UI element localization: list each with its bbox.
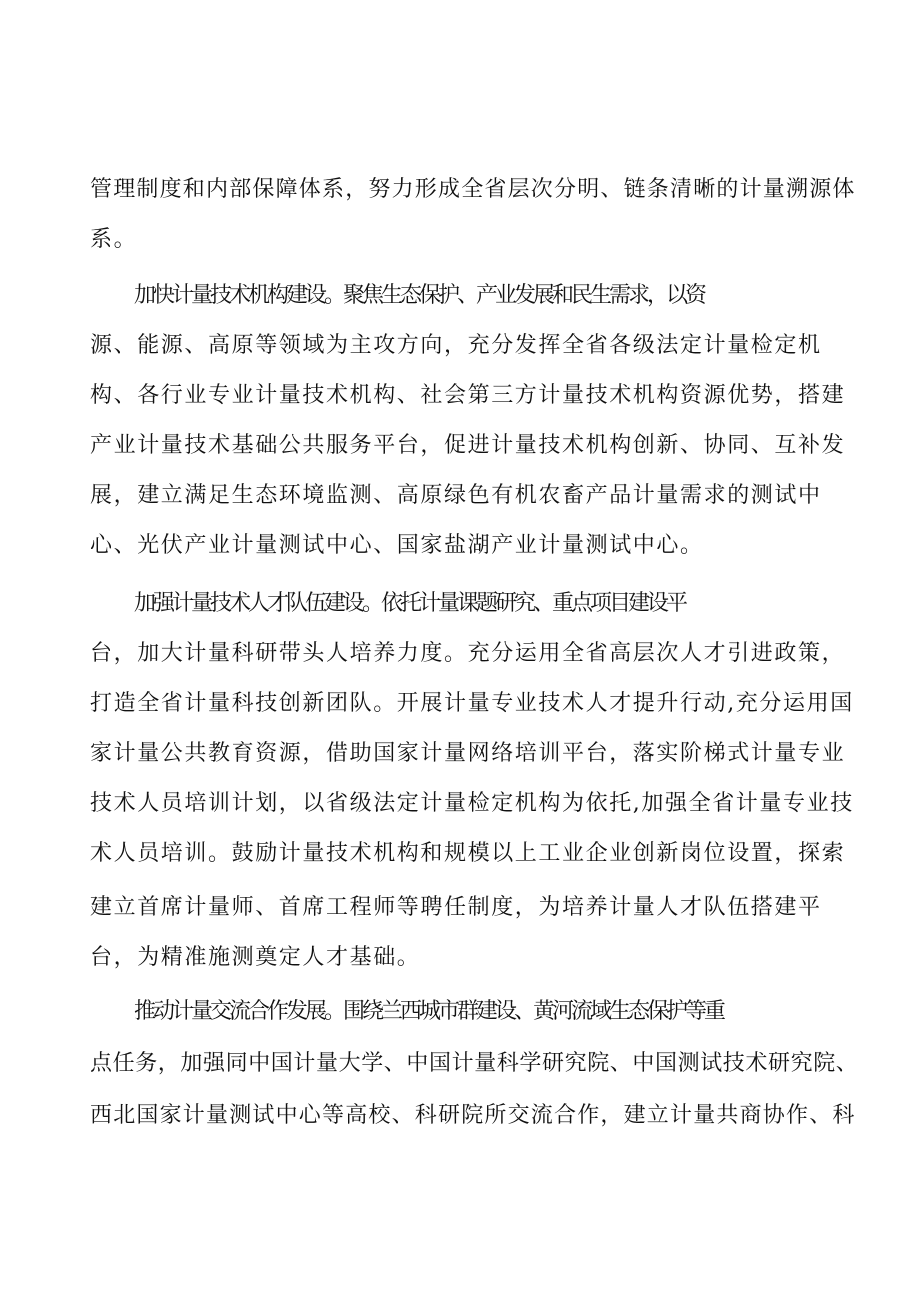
paragraph-2-line-6: 心、光伏产业计量测试中心、国家盐湖产业计量测试中心。 <box>90 533 704 558</box>
paragraph-3-line-4: 家计量公共教育资源，借助国家计量网络培训平台，落实阶梯式计量专业 <box>90 741 846 766</box>
paragraph-1-line-1: 管理制度和内部保障体系，努力形成全省层次分明、链条清晰的计量溯源体 <box>90 177 856 202</box>
paragraph-2-line-2: 源、能源、高原等领域为主攻方向，充分发挥全省各级法定计量检定机 <box>90 333 822 358</box>
paragraph-4-line-1: 推动计量交流合作发展。围绕兰西城市群建设、黄河流域生态保护等重 <box>134 999 724 1024</box>
paragraph-4-line-3: 西北国家计量测试中心等高校、科研院所交流合作，建立计量共商协作、科 <box>90 1103 856 1128</box>
paragraph-2-line-4: 产业计量技术基础公共服务平台，促进计量技术机构创新、协同、互补发 <box>90 433 846 458</box>
paragraph-3-line-7: 建立首席计量师、首席工程师等聘任制度，为培养计量人才队伍搭建平 <box>90 895 822 920</box>
paragraph-4-line-2: 点任务，加强同中国计量大学、中国计量科学研究院、中国测试技术研究院、 <box>90 1051 859 1076</box>
paragraph-3-line-1: 加强计量技术人才队伍建设。依托计量课题研究、重点项目建设平 <box>134 591 686 616</box>
paragraph-3-line-6: 术人员培训。鼓励计量技术机构和规模以上工业企业创新岗位设置，探索 <box>90 841 846 866</box>
paragraph-2-line-3: 构、各行业专业计量技术机构、社会第三方计量技术机构资源优势，搭建 <box>90 383 846 408</box>
paragraph-2-line-5: 展，建立满足生态环境监测、高原绿色有机农畜产品计量需求的测试中 <box>90 483 822 508</box>
paragraph-3-line-8: 台，为精准施测奠定人才基础。 <box>90 945 421 970</box>
paragraph-3-line-2: 台，加大计量科研带头人培养力度。充分运用全省高层次人才引进政策， <box>90 641 846 666</box>
paragraph-1-line-2: 系。 <box>90 227 138 252</box>
paragraph-3-line-3: 打造全省计量科技创新团队。开展计量专业技术人才提升行动,充分运用国 <box>90 691 854 716</box>
paragraph-2-line-1: 加快计量技术机构建设。聚焦生态保护、产业发展和民生需求，以资 <box>134 283 705 308</box>
paragraph-3-line-5: 技术人员培训计划，以省级法定计量检定机构为依托,加强全省计量专业技 <box>90 791 854 816</box>
